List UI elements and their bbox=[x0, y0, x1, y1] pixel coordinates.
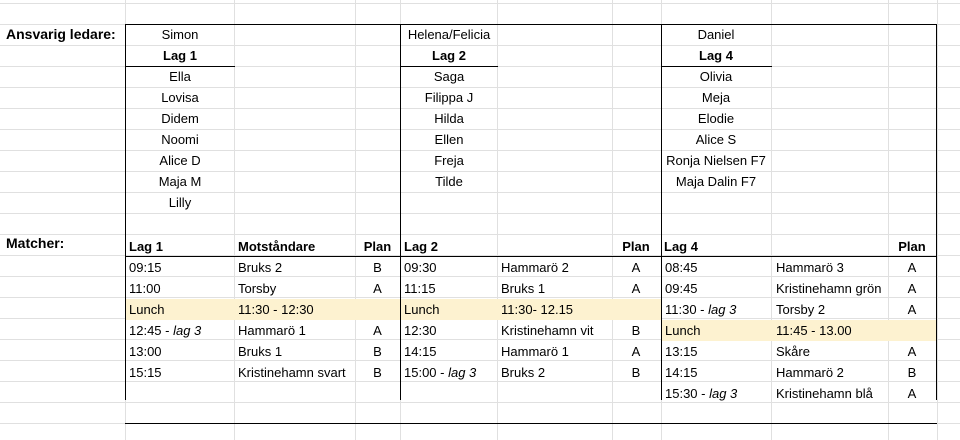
roster-player: Ella bbox=[169, 69, 191, 84]
border-horizontal bbox=[125, 24, 937, 25]
roster-player: Saga bbox=[433, 69, 465, 84]
roster-player: Meja bbox=[701, 90, 731, 105]
match-time-text: 08:45 bbox=[665, 260, 698, 275]
border-vertical bbox=[400, 24, 401, 400]
leader-team-4: Daniel bbox=[697, 27, 735, 42]
match-plan: B bbox=[631, 323, 641, 338]
match-time bbox=[404, 320, 437, 341]
match-header-plan-1: Plan bbox=[363, 239, 392, 254]
roster-player: Lovisa bbox=[161, 90, 199, 105]
leader-team-2: Helena/Felicia bbox=[407, 27, 491, 42]
match-header-opponent: Motståndare bbox=[238, 239, 316, 254]
match-plan: A bbox=[907, 344, 917, 359]
roster-player: Filippa J bbox=[424, 90, 474, 105]
match-time bbox=[129, 320, 201, 341]
match-header-team-4: Lag 4 bbox=[664, 239, 698, 254]
match-time-text: 09:45 bbox=[665, 281, 698, 296]
match-note: lag 3 bbox=[173, 323, 202, 338]
roster-player: Noomi bbox=[161, 132, 199, 147]
match-time bbox=[404, 299, 439, 320]
match-time-text: 12:45 - bbox=[129, 323, 174, 338]
roster-player: Lilly bbox=[168, 195, 192, 210]
match-opponent: Bruks 1 bbox=[238, 344, 283, 359]
border-vertical bbox=[936, 24, 937, 400]
match-opponent: Hammarö 2 bbox=[776, 365, 844, 380]
match-opponent: Skåre bbox=[776, 344, 810, 359]
match-time bbox=[129, 299, 164, 320]
match-time-text: 11:15 bbox=[404, 281, 436, 296]
match-plan: A bbox=[907, 386, 917, 401]
border-vertical bbox=[125, 24, 126, 400]
match-plan: A bbox=[907, 302, 917, 317]
gridline-horizontal bbox=[0, 3, 960, 4]
match-opponent: Bruks 2 bbox=[501, 365, 546, 380]
gridline-horizontal bbox=[0, 213, 960, 214]
label-matcher: Matcher: bbox=[6, 235, 65, 251]
roster-title-team-2: Lag 2 bbox=[432, 48, 466, 63]
match-opponent: 11:30 - 12:30 bbox=[238, 302, 314, 317]
match-opponent: Hammarö 3 bbox=[776, 260, 844, 275]
match-time bbox=[129, 341, 162, 362]
match-time bbox=[665, 362, 698, 383]
match-opponent: Bruks 1 bbox=[501, 281, 546, 296]
match-plan: A bbox=[907, 260, 917, 275]
match-opponent: Kristinehamn vit bbox=[501, 323, 594, 338]
match-time-text: Lunch bbox=[404, 302, 440, 317]
roster-player: Alice S bbox=[695, 132, 737, 147]
label-ansvarig-ledare: Ansvarig ledare: bbox=[6, 26, 116, 42]
roster-player: Elodie bbox=[697, 111, 735, 126]
match-time bbox=[665, 299, 736, 320]
match-time bbox=[404, 257, 437, 278]
match-time bbox=[665, 278, 698, 299]
match-time-text: 14:15 bbox=[665, 365, 698, 380]
match-plan: B bbox=[373, 365, 382, 380]
roster-player: Didem bbox=[161, 111, 199, 126]
roster-player: Olivia bbox=[699, 69, 733, 84]
match-plan: B bbox=[373, 344, 382, 359]
match-plan: B bbox=[907, 365, 917, 380]
roster-player: Hilda bbox=[434, 111, 464, 126]
match-plan: B bbox=[631, 365, 641, 380]
match-note: lag 3 bbox=[709, 386, 738, 401]
match-time bbox=[404, 362, 476, 383]
match-time-text: Lunch bbox=[129, 302, 165, 317]
match-time-text: 15:30 - bbox=[665, 386, 710, 401]
match-time-text: 11:30 - bbox=[665, 302, 709, 317]
match-header-team-2: Lag 2 bbox=[404, 239, 438, 254]
match-opponent: Hammarö 2 bbox=[501, 260, 569, 275]
match-plan bbox=[355, 299, 400, 320]
border-horizontal bbox=[661, 66, 772, 67]
match-plan: B bbox=[373, 260, 382, 275]
match-plan: A bbox=[907, 281, 917, 296]
match-plan: A bbox=[631, 344, 641, 359]
match-time-text: 13:00 bbox=[129, 344, 162, 359]
match-time-text: 15:00 - bbox=[404, 365, 449, 380]
roster-player: Maja M bbox=[158, 174, 202, 189]
match-note: lag 3 bbox=[708, 302, 737, 317]
match-plan bbox=[612, 299, 660, 320]
match-plan: A bbox=[631, 281, 641, 296]
match-opponent: Bruks 2 bbox=[238, 260, 283, 275]
match-time-text: 09:30 bbox=[404, 260, 437, 275]
match-opponent: 11:45 - 13.00 bbox=[776, 323, 852, 338]
match-time-text: 12:30 bbox=[404, 323, 437, 338]
match-time bbox=[404, 341, 437, 362]
match-time bbox=[665, 383, 737, 404]
match-opponent: Torsby 2 bbox=[776, 302, 826, 317]
match-time bbox=[404, 278, 436, 299]
roster-title-team-1: Lag 1 bbox=[163, 48, 197, 63]
border-horizontal bbox=[125, 256, 937, 257]
match-time bbox=[665, 341, 698, 362]
match-opponent: Kristinehamn blå bbox=[776, 386, 873, 401]
match-header-plan-4: Plan bbox=[898, 239, 926, 254]
roster-player: Ronja Nielsen F7 bbox=[666, 153, 766, 168]
match-opponent: Hammarö 1 bbox=[501, 344, 569, 359]
match-plan bbox=[888, 320, 936, 341]
roster-player: Freja bbox=[434, 153, 464, 168]
match-time-text: 15:15 bbox=[129, 365, 162, 380]
leader-team-1: Simon bbox=[161, 27, 199, 42]
match-opponent: Kristinehamn grön bbox=[776, 281, 882, 296]
border-vertical bbox=[661, 24, 662, 400]
border-horizontal bbox=[125, 66, 235, 67]
match-header-team-1: Lag 1 bbox=[129, 239, 163, 254]
match-opponent: Kristinehamn svart bbox=[238, 365, 346, 380]
gridline-horizontal bbox=[0, 234, 960, 235]
border-horizontal bbox=[125, 423, 937, 424]
match-time-text: 14:15 bbox=[404, 344, 437, 359]
match-note: lag 3 bbox=[448, 365, 477, 380]
roster-title-team-4: Lag 4 bbox=[699, 48, 733, 63]
roster-player: Alice D bbox=[159, 153, 201, 168]
border-horizontal bbox=[401, 66, 498, 67]
match-time-text: Lunch bbox=[665, 323, 701, 338]
match-plan: A bbox=[373, 323, 382, 338]
match-opponent: Hammarö 1 bbox=[238, 323, 306, 338]
match-time bbox=[665, 257, 698, 278]
match-time-text: 13:15 bbox=[665, 344, 698, 359]
roster-player: Tilde bbox=[435, 174, 463, 189]
match-plan: A bbox=[373, 281, 382, 296]
match-opponent: 11:30- 12.15 bbox=[501, 302, 574, 317]
match-opponent: Torsby bbox=[238, 281, 277, 296]
roster-player: Maja Dalin F7 bbox=[675, 174, 757, 189]
match-time bbox=[129, 278, 161, 299]
roster-player: Ellen bbox=[434, 132, 464, 147]
match-plan: A bbox=[631, 260, 641, 275]
match-header-plan-2: Plan bbox=[622, 239, 650, 254]
match-time bbox=[129, 362, 162, 383]
match-time bbox=[665, 320, 700, 341]
match-time bbox=[129, 257, 162, 278]
match-time-text: 09:15 bbox=[129, 260, 162, 275]
match-time-text: 11:00 bbox=[129, 281, 161, 296]
